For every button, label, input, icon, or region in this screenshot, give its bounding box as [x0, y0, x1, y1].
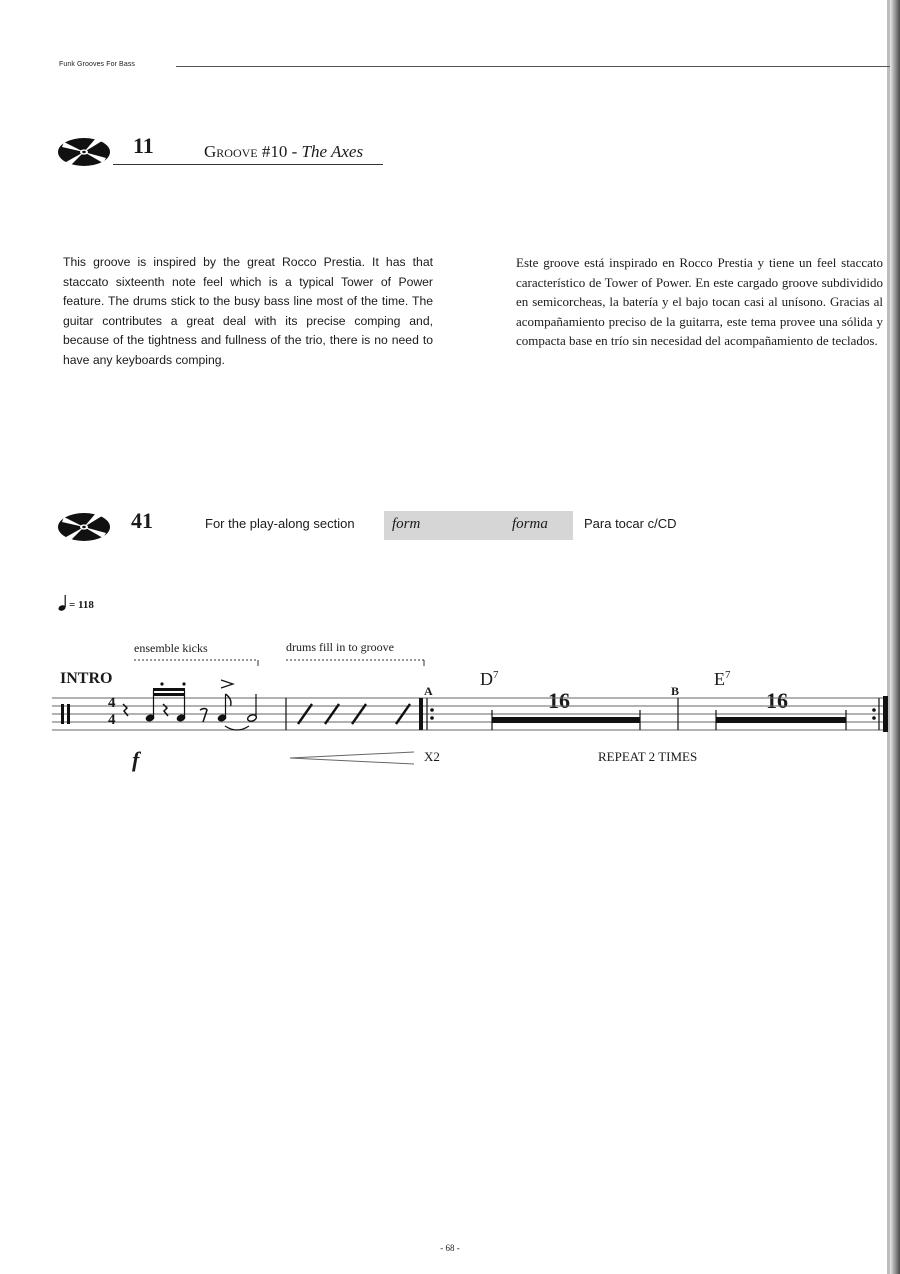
multirest-count-b: 16: [766, 688, 788, 713]
title-rule: [113, 164, 383, 165]
rehearsal-mark-a: A: [424, 684, 433, 698]
cd-icon: [56, 509, 112, 545]
intro-label: INTRO: [60, 670, 113, 687]
staff-lines: [52, 695, 886, 730]
tempo-marking: = 118: [69, 599, 94, 611]
dynamic-forte: f: [132, 747, 140, 772]
groove-title: [204, 142, 363, 162]
form-box: [384, 511, 573, 540]
running-header: Funk Grooves For Bass: [59, 61, 136, 68]
page-edge: [890, 0, 900, 1274]
accent-mark: [221, 680, 233, 688]
time-signature-bottom: 4: [108, 712, 116, 728]
accent-text: [223, 672, 224, 673]
track-number-41: 41: [131, 508, 153, 533]
para-label: Para tocar c/CD: [584, 516, 677, 531]
rehearsal-mark-b: B: [671, 684, 680, 698]
chord-root: E: [714, 669, 725, 689]
multirest-bar-a: [492, 717, 640, 723]
drums-fill-label: drums fill in to groove: [286, 640, 394, 654]
clef-bar-1: [61, 704, 64, 724]
groove-title-prefix: Groove #10 -: [204, 142, 302, 161]
form-label-es: forma: [512, 516, 548, 532]
chord-root: D: [480, 669, 493, 689]
groove-title-name: The Axes: [301, 142, 364, 161]
track-number-11: 11: [133, 133, 154, 158]
english-description: This groove is inspired by the great Rocco Prestia. It has that staccato sixteenth note feel which is a typical Tower of Power feature. The drums stick to the busy bass line most of the time. The guitar contributes a great deal with its precise comping and, because of the tightness and fullness of the trio, there is no need to have any keyboards comping.: [63, 255, 433, 367]
quarter-note-icon: [58, 594, 68, 612]
x2-label: X2: [424, 749, 440, 764]
ensemble-kicks-label: ensemble kicks: [134, 641, 208, 655]
repeat-label: REPEAT 2 TIMES: [598, 749, 698, 764]
multirest-bar-b: [716, 717, 846, 723]
page-number: - 68 -: [440, 1243, 460, 1253]
chord-extension: 7: [493, 669, 499, 681]
time-signature-top: 4: [108, 695, 116, 711]
multirest-count-a: 16: [548, 688, 570, 713]
chord-extension: 7: [725, 669, 731, 681]
clef-bar-2: [67, 704, 70, 724]
form-label-en: form: [392, 516, 421, 532]
hairpin: [290, 752, 414, 764]
cd-icon: [56, 134, 112, 170]
playalong-label: For the play-along section: [205, 516, 355, 531]
spanish-description: Este groove está inspirado en Rocco Prestia y tiene un feel staccato característico de Tower of Power. En este cargado groove subdividido en semicorcheas, la batería y el bajo tocan casi al unísono. Gracias al acompañamiento preciso de la guitarra, este tema provee una sólida y compacta base en trío sin necesidad del acompañamiento de teclados.: [516, 255, 883, 349]
header-rule: [176, 66, 890, 67]
